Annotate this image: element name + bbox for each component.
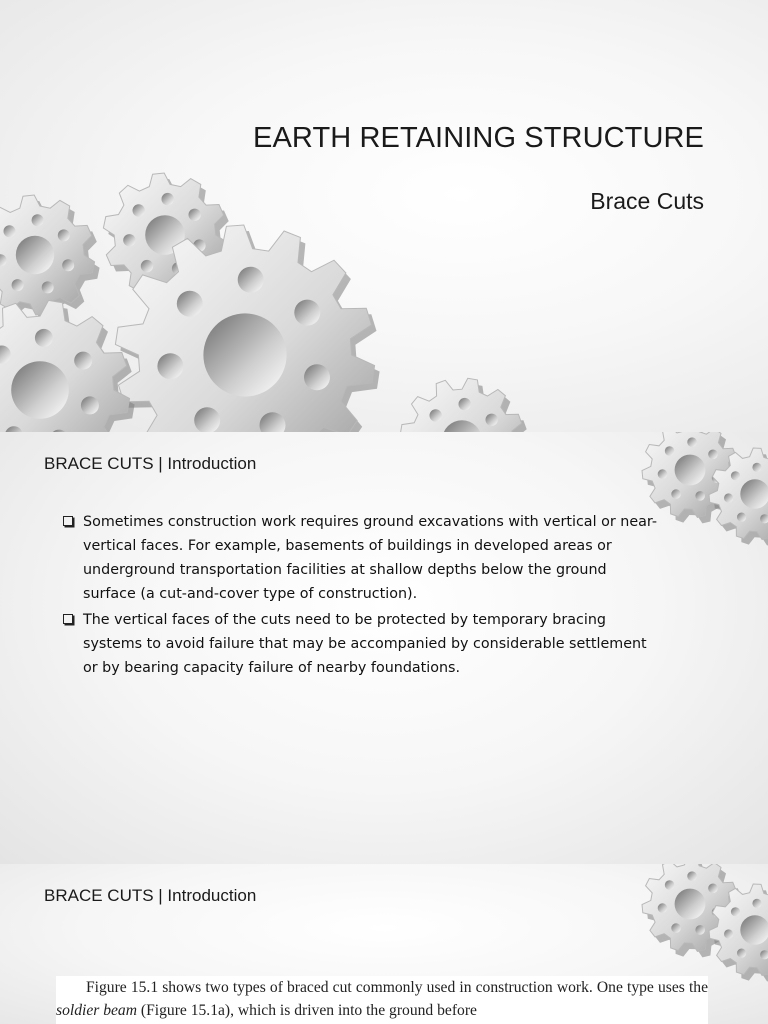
excerpt-emphasis: soldier beam	[56, 1002, 137, 1019]
slide-heading: BRACE CUTS | Introduction	[44, 886, 257, 905]
list-item	[62, 608, 662, 680]
bullet-text: Sometimes construction work requires ground excavations with vertical or near-vertical faces. For example, basements of buildings in developed areas or underground transportation facilities at shallow depths below the ground surface (a cut-and-cover type of construction).	[83, 514, 657, 602]
presentation-subtitle: Brace Cuts	[590, 188, 704, 214]
gear-icon	[400, 378, 528, 432]
bullet-list	[62, 510, 662, 682]
bullet-text: The vertical faces of the cuts need to be protected by temporary bracing systems to avoid failure that may be accompanied by considerable settlement or by bearing capacity failure of nearby foundations.	[83, 612, 647, 676]
excerpt-text: (Figure 15.1a), which is driven into the ground before	[137, 1002, 477, 1019]
introduction-slide	[0, 432, 768, 864]
textbook-excerpt	[56, 976, 708, 1024]
presentation-title: EARTH RETAINING STRUCTURE	[253, 122, 704, 154]
introduction-slide-2	[0, 864, 768, 1024]
title-slide	[0, 0, 768, 432]
gear-icon	[0, 300, 135, 432]
gear-cluster-large	[0, 0, 560, 432]
excerpt-text: Figure 15.1 shows two types of braced cut commonly used in construction work. One type uses the	[86, 979, 708, 996]
slide-heading: BRACE CUTS | Introduction	[44, 454, 257, 473]
checkbox-bullet-icon	[63, 516, 73, 526]
list-item	[62, 510, 662, 606]
checkbox-bullet-icon	[63, 614, 73, 624]
